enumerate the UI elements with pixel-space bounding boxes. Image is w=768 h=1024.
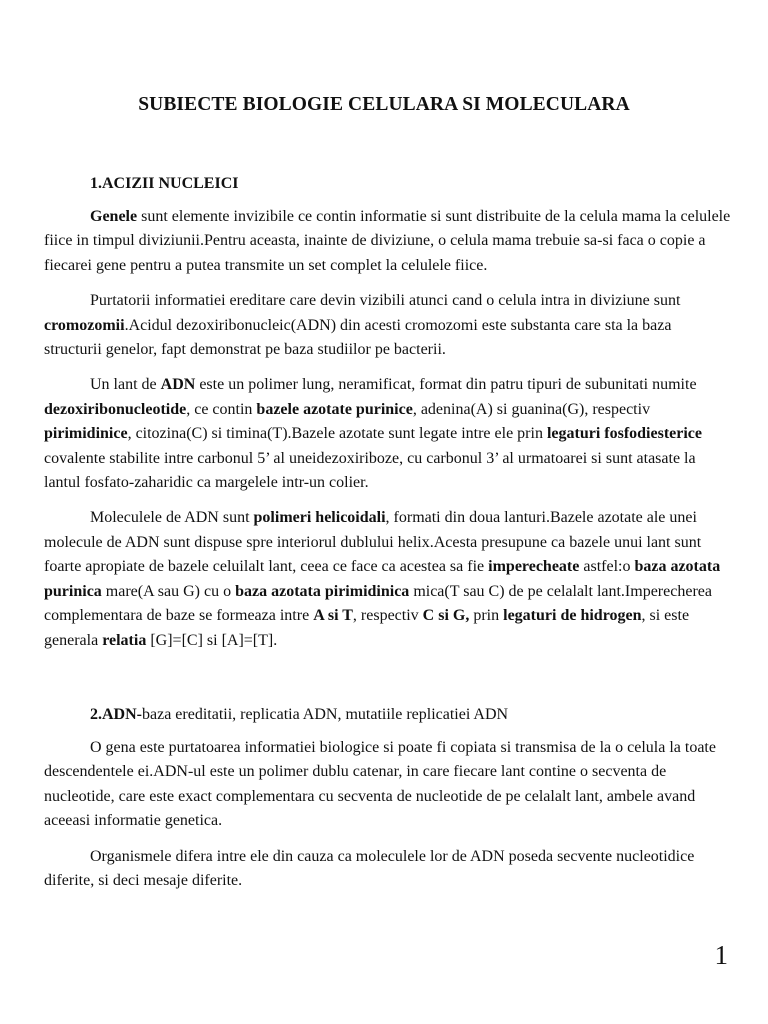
bold-term: baza azotata purinica: [44, 558, 721, 600]
text-run: Organismele difera intre ele din cauza ca moleculele lor de ADN poseda secvente nucleotidice diferite, si deci mesaje diferite.: [44, 847, 695, 889]
section-heading-1-text: 1.ACIZII NUCLEICI: [90, 175, 239, 192]
text-run: O gena este purtatoarea informatiei biologice si poate fi copiata si transmisa de la o celula la toate descendentele ei.ADN-ul este un polimer dublu catenar, in care fiecare lant contine o secventa de nucleotide, care este exact complementara cu secventa de nucleotide de pe celalalt lant, ambele avand aceeasi informatie genetica.: [44, 738, 716, 830]
bold-term: cromozomii: [44, 316, 125, 334]
paragraph-purtatorii: [44, 289, 732, 362]
text-run: baza ereditatii, replicatia ADN, mutatiile replicatiei ADN: [142, 705, 509, 723]
text-run: sunt elemente invizibile ce contin informatie si sunt distribuite de la celula mama la celulele fiice in timpul diviziunii.Pentru aceasta, inainte de diviziune, o celula mama trebuie sa-si faca o copie a fiecarei gene pentru a putea transmite un set complet la celulele fiice.: [44, 208, 731, 274]
bold-term: relatia: [102, 631, 147, 649]
text-run: Un lant de: [90, 376, 161, 394]
bold-term: C si G,: [422, 607, 470, 625]
bold-term: polimeri helicoidali: [253, 509, 386, 527]
bold-term: bazele azotate purinice: [256, 400, 413, 418]
text-run: Purtatorii informatiei ereditare care devin vizibili atunci cand o celula intra in diviziune sunt: [90, 292, 681, 310]
text-run: , adenina(A) si guanina(G), respectiv: [412, 400, 651, 418]
bold-term: imperecheate: [488, 558, 580, 576]
text-run: prin: [469, 607, 504, 625]
bold-term: 2.ADN-: [90, 705, 142, 723]
text-run: , respectiv: [352, 607, 423, 625]
paragraph-organismele: [44, 845, 732, 894]
document-body: [44, 172, 732, 904]
text-run: este un polimer lung, neramificat, format din patru tipuri de subunitati numite: [195, 376, 697, 394]
section-spacer: [44, 664, 732, 703]
bold-term: legaturi de hidrogen: [503, 607, 642, 625]
text-run: , ce contin: [186, 400, 257, 418]
text-run: , si este generala: [44, 607, 690, 649]
bold-term: dezoxiribonucleotide: [44, 400, 187, 418]
paragraph-moleculele: [44, 506, 732, 652]
text-run: .Acidul dezoxiribonucleic(ADN) din acesti cromozomi este substanta care sta la baza structurii genelor, fapt demonstrat pe baza studiilor pe bacterii.: [44, 316, 672, 359]
text-run: covalente stabilite intre carbonul 5’ al uneidezoxiriboze, cu carbonul 3’ al urmatoarei si sunt atasate la lantul fosfato-zaharidic ca margelele intr-un colier.: [44, 449, 696, 492]
paragraph-gena: [44, 736, 732, 834]
text-run: , citozina(C) si timina(T).Bazele azotate sunt legate intre ele prin: [127, 425, 547, 443]
paragraph-genele: [44, 205, 732, 278]
text-run: [G]=[C] si [A]=[T].: [146, 631, 278, 649]
text-run: mare(A sau G) cu o: [101, 582, 236, 600]
bold-term: legaturi fosfodiesterice: [546, 425, 703, 443]
paragraph-lant-adn: [44, 373, 732, 495]
bold-term: ADN: [160, 376, 196, 394]
bold-term: baza azotata pirimidinica: [235, 582, 410, 600]
text-run: mica(T sau C) de pe celalalt lant.Imperecherea complementara de baze se formeaza intre: [44, 582, 712, 625]
text-run: Moleculele de ADN sunt: [90, 509, 254, 527]
bold-term: pirimidinice: [44, 425, 128, 443]
document-title: SUBIECTE BIOLOGIE CELULARA SI MOLECULARA: [138, 94, 630, 115]
text-run: , formati din doua lanturi.Bazele azotate ale unei molecule de ADN sunt dispuse spre interiorul dublului helix.Acesta presupune ca bazele unui lant sunt foarte apropiate de bazele celuilalt lant, ceea ce face ca acestea sa fie: [44, 509, 702, 576]
bold-term: A si T: [313, 607, 353, 625]
page-number: 1: [714, 940, 728, 970]
section-heading-2: [44, 703, 732, 727]
text-run: astfel:o: [579, 558, 635, 576]
bold-term: Genele: [90, 208, 138, 225]
section-heading-1: [44, 172, 732, 196]
